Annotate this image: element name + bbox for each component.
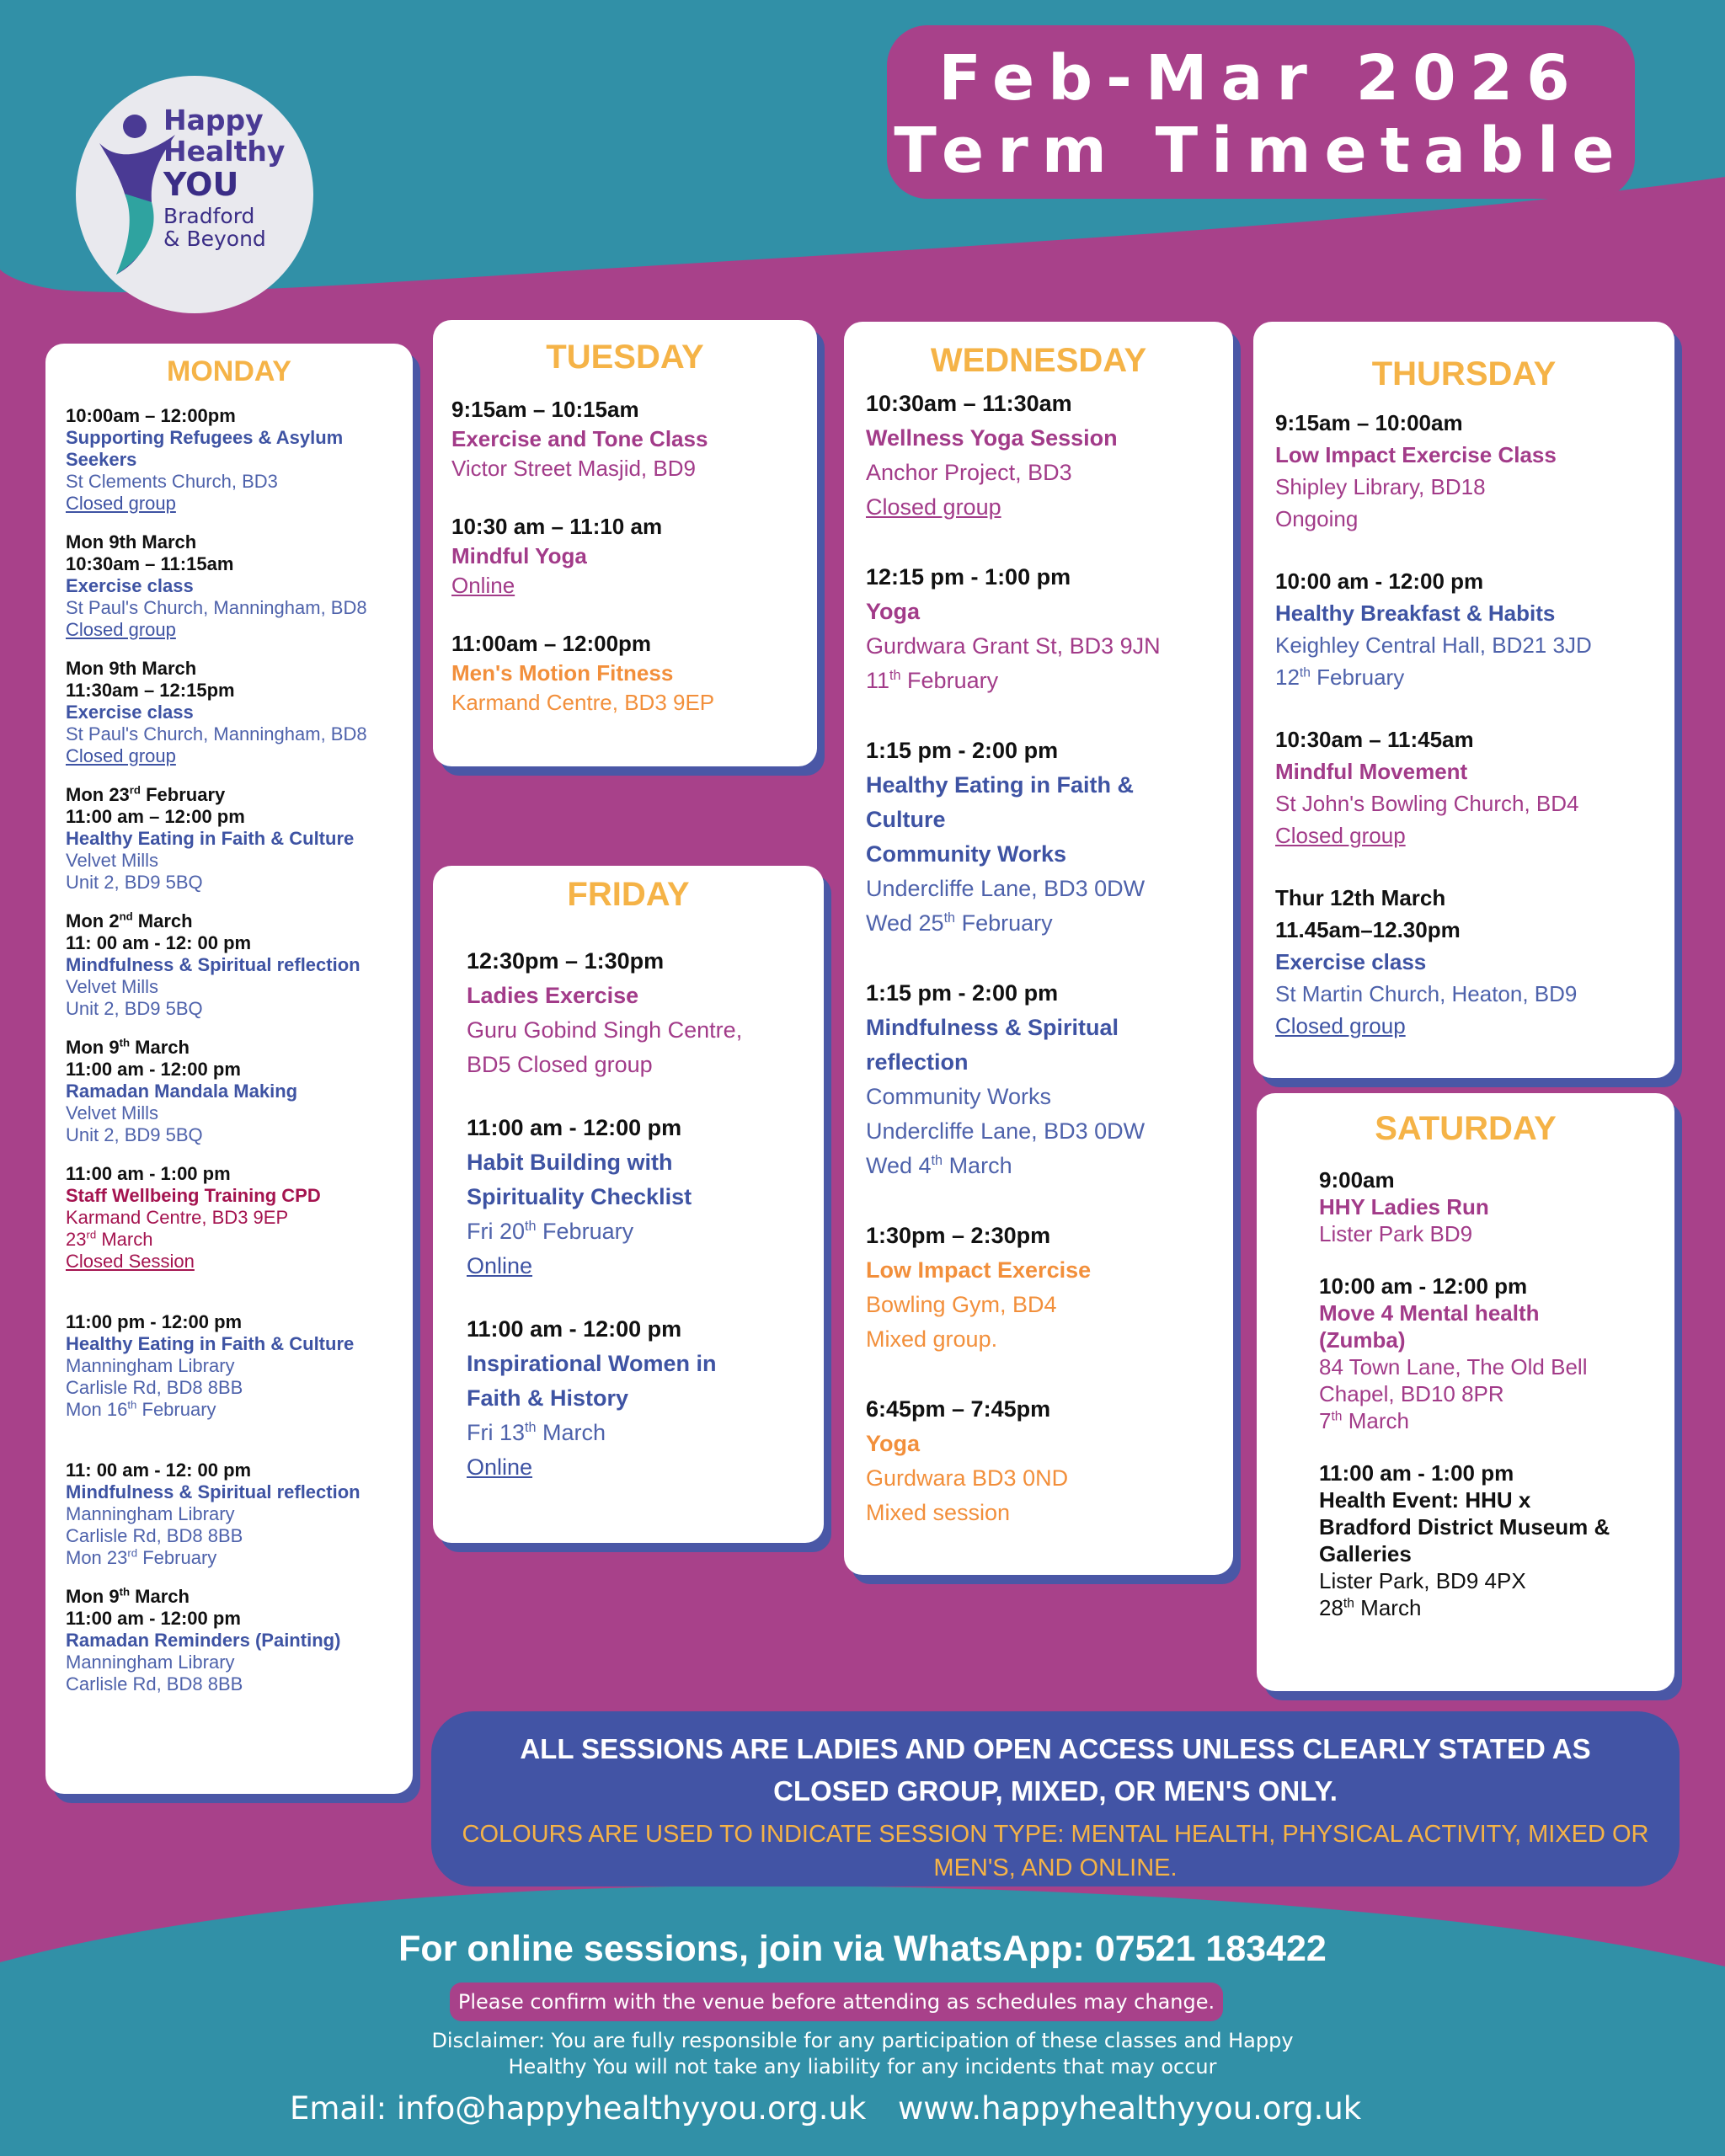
confirm-banner: Please confirm with the venue before attending as schedules may change. bbox=[450, 1983, 1223, 2021]
session-time: 11:00 am - 12:00 pm bbox=[467, 1115, 682, 1140]
session bbox=[1275, 723, 1653, 851]
session-note: Closed Session bbox=[66, 1251, 195, 1272]
session bbox=[451, 512, 798, 600]
session-venue-line2: BD5 Closed group bbox=[467, 1052, 653, 1077]
session-name-line3: Galleries bbox=[1319, 1541, 1412, 1566]
day-heading: TUESDAY bbox=[546, 339, 704, 376]
session-time: 11:30am – 12:15pm bbox=[66, 680, 235, 701]
session-date bbox=[66, 1586, 393, 1608]
session-date bbox=[66, 1547, 393, 1569]
date-month: February bbox=[137, 1547, 217, 1568]
session-date bbox=[1319, 1407, 1649, 1434]
date-month: March bbox=[132, 910, 193, 931]
thursday-card bbox=[1253, 322, 1674, 1078]
date-month: March bbox=[1342, 1408, 1409, 1433]
date-suffix: rd bbox=[86, 1228, 97, 1241]
session-name: Healthy Breakfast & Habits bbox=[1275, 600, 1556, 626]
session-name: Exercise and Tone Class bbox=[451, 426, 708, 451]
date-suffix: th bbox=[525, 1420, 537, 1435]
session-date bbox=[1319, 1594, 1649, 1621]
session-venue: St Paul's Church, Manningham, BD8 bbox=[66, 723, 367, 744]
session-venue: Karmand Centre, BD3 9EP bbox=[66, 1207, 289, 1228]
session-online-link[interactable]: Online bbox=[467, 1253, 533, 1278]
session bbox=[866, 734, 1211, 941]
session-venue: Shipley Library, BD18 bbox=[1275, 474, 1486, 499]
session bbox=[66, 1311, 393, 1421]
session-note: Closed group bbox=[1275, 1013, 1406, 1038]
session-name: Ramadan Mandala Making bbox=[66, 1081, 298, 1102]
session-time: 10:30am – 11:30am bbox=[866, 391, 1072, 416]
session-date bbox=[866, 1149, 1211, 1183]
session-name: Mindful Movement bbox=[1275, 759, 1468, 784]
session-venue-line2: Ongoing bbox=[1275, 506, 1359, 531]
date-month: February bbox=[955, 910, 1053, 936]
session-time: 11:00 am – 12:00 pm bbox=[66, 806, 245, 827]
session-organiser: Community Works bbox=[866, 841, 1067, 867]
title-line-1: Feb-Mar 2026 bbox=[938, 42, 1583, 115]
session-name-line2: Spirituality Checklist bbox=[467, 1184, 692, 1209]
session-venue: Gurdwara Grant St, BD3 9JN bbox=[866, 633, 1161, 659]
session-time: 12:15 pm - 1:00 pm bbox=[866, 564, 1071, 590]
session bbox=[866, 1219, 1211, 1357]
session-venue-line2: Mixed session bbox=[866, 1500, 1011, 1525]
date-suffix: nd bbox=[119, 910, 133, 923]
session bbox=[66, 784, 393, 894]
session-venue-line2: Unit 2, BD9 5BQ bbox=[66, 872, 203, 893]
date-suffix: th bbox=[1343, 1596, 1354, 1611]
day-heading: MONDAY bbox=[167, 355, 291, 387]
date-suffix: th bbox=[525, 1219, 537, 1234]
session bbox=[866, 976, 1211, 1183]
date-text: 7 bbox=[1319, 1408, 1332, 1433]
session-name: Move 4 Mental health bbox=[1319, 1300, 1540, 1326]
date-text: 23 bbox=[66, 1229, 87, 1250]
session-time: 11: 00 am - 12: 00 pm bbox=[66, 1460, 252, 1481]
session-name: Yoga bbox=[866, 1431, 921, 1456]
session bbox=[866, 1392, 1211, 1530]
disclaimer bbox=[337, 2028, 1388, 2080]
session-venue: Lister Park BD9 bbox=[1319, 1221, 1473, 1246]
session-name-line2: (Zumba) bbox=[1319, 1327, 1406, 1353]
session-time: 10:30 am – 11:10 am bbox=[451, 514, 663, 539]
disclaimer-line-2: Healthy You will not take any liability for any incidents that may occur bbox=[508, 2055, 1217, 2079]
session bbox=[451, 395, 798, 483]
session-name: Supporting Refugees & Asylum Seekers bbox=[66, 427, 344, 470]
saturday-card bbox=[1257, 1093, 1674, 1691]
session bbox=[467, 1312, 790, 1485]
logo-word-bradford: Bradford bbox=[163, 204, 255, 228]
session-name: Low Impact Exercise Class bbox=[1275, 442, 1557, 467]
session-date bbox=[467, 1416, 790, 1450]
session-date bbox=[1275, 661, 1653, 693]
session-venue: St Clements Church, BD3 bbox=[66, 471, 278, 492]
session bbox=[1275, 407, 1653, 535]
notice-line-3: COLOURS ARE USED TO INDICATE SESSION TYPE: MENTAL HEALTH, PHYSICAL ACTIVITY, MIXED OR bbox=[462, 1821, 1649, 1848]
email-link[interactable]: Email: info@happyhealthyyou.org.uk bbox=[290, 2090, 867, 2127]
session bbox=[467, 1111, 790, 1283]
date-month: February bbox=[140, 784, 226, 805]
friday-card bbox=[433, 866, 824, 1543]
logo-word-you: YOU bbox=[163, 166, 239, 203]
date-text: Mon 2 bbox=[66, 910, 120, 931]
date-text: Fri 13 bbox=[467, 1420, 526, 1445]
session-name: Habit Building with bbox=[467, 1150, 673, 1175]
session-name: Men's Motion Fitness bbox=[451, 660, 674, 686]
session-online-link[interactable]: Online bbox=[467, 1454, 533, 1480]
session-time: 10:00am – 12:00pm bbox=[66, 405, 236, 426]
logo-word-healthy: Healthy bbox=[163, 135, 286, 168]
session-time: 1:30pm – 2:30pm bbox=[866, 1223, 1051, 1248]
date-text: Wed 25 bbox=[866, 910, 944, 936]
session-date bbox=[866, 906, 1211, 941]
date-suffix: th bbox=[127, 1398, 137, 1412]
monday-card bbox=[45, 344, 413, 1794]
date-month: March bbox=[130, 1586, 190, 1607]
session-venue: Victor Street Masjid, BD9 bbox=[451, 456, 696, 481]
session bbox=[66, 1163, 393, 1273]
session-time: 1:15 pm - 2:00 pm bbox=[866, 738, 1059, 763]
day-heading: THURSDAY bbox=[1371, 355, 1557, 392]
session-venue: Manningham Library bbox=[66, 1652, 235, 1673]
session-name: Inspirational Women in bbox=[467, 1351, 717, 1376]
session-time: 11:00 am - 12:00 pm bbox=[467, 1316, 682, 1342]
session-venue: St Martin Church, Heaton, BD9 bbox=[1275, 981, 1578, 1006]
session-name: Ramadan Reminders (Painting) bbox=[66, 1630, 341, 1651]
session-note: Closed group bbox=[66, 619, 176, 640]
session-date bbox=[66, 784, 393, 806]
session-note: Closed group bbox=[1275, 823, 1406, 848]
session-time: 11:00am – 12:00pm bbox=[451, 631, 652, 656]
session-venue-line2: Carlisle Rd, BD8 8BB bbox=[66, 1673, 243, 1694]
session-name: Mindfulness & Spiritual reflection bbox=[66, 954, 360, 975]
logo-word-beyond: & Beyond bbox=[163, 227, 266, 251]
session-name: Exercise class bbox=[66, 702, 194, 723]
date-text: Mon 16 bbox=[66, 1399, 128, 1420]
session bbox=[1275, 882, 1653, 1042]
session-venue: Karmand Centre, BD3 9EP bbox=[451, 690, 715, 715]
date-text: Mon 23 bbox=[66, 784, 130, 805]
session-name: Ladies Exercise bbox=[467, 983, 639, 1008]
session-time: 11:00 am - 1:00 pm bbox=[1319, 1460, 1514, 1486]
session-venue-line2: Chapel, BD10 8PR bbox=[1319, 1381, 1504, 1406]
session-name-line2: Culture bbox=[866, 807, 946, 832]
logo-word-happy: Happy bbox=[163, 104, 264, 136]
session-venue: Manningham Library bbox=[66, 1503, 235, 1524]
date-month: March bbox=[536, 1420, 606, 1445]
session-venue: Manningham Library bbox=[66, 1355, 235, 1376]
session bbox=[66, 658, 393, 767]
date-text: 28 bbox=[1319, 1595, 1343, 1620]
session-venue: Velvet Mills bbox=[66, 976, 159, 997]
session-name: Low Impact Exercise bbox=[866, 1257, 1092, 1283]
session-time: 11:00 am - 12:00 pm bbox=[66, 1059, 241, 1080]
date-suffix: th bbox=[1331, 1409, 1343, 1424]
session-time: 10:30am – 11:45am bbox=[1275, 727, 1474, 752]
session bbox=[451, 629, 798, 718]
date-suffix: th bbox=[119, 1036, 131, 1049]
session-venue: Gurdwara BD3 0ND bbox=[866, 1465, 1069, 1491]
session-time: 12:30pm – 1:30pm bbox=[467, 948, 665, 974]
session-time: 11.45am–12.30pm bbox=[1275, 917, 1461, 942]
session bbox=[66, 1037, 393, 1146]
session bbox=[866, 387, 1211, 525]
session-name: Health Event: HHU x bbox=[1319, 1487, 1531, 1513]
session bbox=[66, 1586, 393, 1695]
page-title bbox=[887, 25, 1635, 199]
session-name: Healthy Eating in Faith & bbox=[866, 772, 1135, 798]
date-text: Mon 9 bbox=[66, 1037, 120, 1058]
session-venue: St John's Bowling Church, BD4 bbox=[1275, 791, 1579, 816]
session-venue: Velvet Mills bbox=[66, 1102, 159, 1123]
session-time: 1:15 pm - 2:00 pm bbox=[866, 980, 1059, 1006]
date-month: March bbox=[96, 1229, 153, 1250]
date-month: March bbox=[1354, 1595, 1422, 1620]
session-venue-line2: Mixed group. bbox=[866, 1326, 998, 1352]
session-venue: Guru Gobind Singh Centre, bbox=[467, 1017, 743, 1043]
day-heading: FRIDAY bbox=[567, 876, 690, 913]
date-suffix: th bbox=[119, 1585, 131, 1598]
session-time: 10:30am – 11:15am bbox=[66, 553, 234, 574]
session bbox=[66, 910, 393, 1020]
session-date bbox=[467, 1214, 790, 1249]
session-venue: Undercliffe Lane, BD3 0DW bbox=[866, 876, 1146, 901]
date-suffix: th bbox=[889, 668, 901, 683]
notice-line-1: ALL SESSIONS ARE LADIES AND OPEN ACCESS UNLESS CLEARLY STATED AS bbox=[520, 1733, 1591, 1764]
tuesday-card bbox=[433, 320, 817, 766]
session-name-line2: reflection bbox=[866, 1049, 969, 1075]
session bbox=[66, 531, 393, 641]
day-heading: SATURDAY bbox=[1375, 1110, 1557, 1147]
session-date: Mon 9th March bbox=[66, 658, 197, 679]
session-time: 10:00 am - 12:00 pm bbox=[1275, 568, 1484, 594]
logo-text bbox=[163, 106, 307, 251]
session bbox=[1319, 1460, 1649, 1621]
date-suffix: rd bbox=[127, 1546, 138, 1560]
date-month: February bbox=[1310, 664, 1405, 690]
date-month: February bbox=[900, 668, 999, 693]
session-name: Staff Wellbeing Training CPD bbox=[66, 1185, 321, 1206]
session-time: 9:00am bbox=[1319, 1167, 1395, 1193]
session-name: Mindfulness & Spiritual reflection bbox=[66, 1481, 360, 1502]
title-line-2: Term Timetable bbox=[894, 115, 1628, 187]
session-venue: St Paul's Church, Manningham, BD8 bbox=[66, 597, 367, 618]
website-link[interactable]: www.happyhealthyyou.org.uk bbox=[898, 2090, 1362, 2127]
session-time: 10:00 am - 12:00 pm bbox=[1319, 1273, 1528, 1299]
notice-line-2: CLOSED GROUP, MIXED, OR MEN'S ONLY. bbox=[773, 1775, 1338, 1806]
session-name: Mindfulness & Spiritual bbox=[866, 1015, 1119, 1040]
date-text: Fri 20 bbox=[467, 1219, 526, 1244]
session-name: HHY Ladies Run bbox=[1319, 1194, 1489, 1219]
session-time: 9:15am – 10:15am bbox=[451, 397, 639, 422]
session-name: Healthy Eating in Faith & Culture bbox=[66, 1333, 355, 1354]
date-suffix: th bbox=[943, 910, 956, 926]
session-venue: Velvet Mills bbox=[66, 850, 159, 871]
date-text: 12 bbox=[1275, 664, 1300, 690]
disclaimer-line-1: Disclaimer: You are fully responsible for any participation of these classes and Happy bbox=[431, 2029, 1294, 2052]
notice-line-4: MEN'S, AND ONLINE. bbox=[933, 1854, 1178, 1881]
session bbox=[66, 405, 393, 515]
whatsapp-info: For online sessions, join via WhatsApp: 07521 183422 bbox=[398, 1929, 1327, 1969]
session-date bbox=[66, 1229, 393, 1251]
session-venue-line2: Carlisle Rd, BD8 8BB bbox=[66, 1377, 243, 1398]
session bbox=[1319, 1273, 1649, 1434]
session-name: Wellness Yoga Session bbox=[866, 425, 1118, 451]
date-month: February bbox=[536, 1219, 634, 1244]
session-venue: Anchor Project, BD3 bbox=[866, 460, 1072, 485]
session-note: Closed group bbox=[866, 494, 1001, 520]
session-online-link[interactable]: Online bbox=[451, 573, 515, 598]
session-name: Exercise class bbox=[66, 575, 194, 596]
session-time: 9:15am – 10:00am bbox=[1275, 410, 1463, 435]
session-venue-line2: Unit 2, BD9 5BQ bbox=[66, 1124, 203, 1145]
session-date bbox=[66, 910, 393, 932]
session-date bbox=[66, 1037, 393, 1059]
session-time: 6:45pm – 7:45pm bbox=[866, 1396, 1051, 1422]
date-suffix: rd bbox=[129, 783, 141, 797]
session-venue: Community Works bbox=[866, 1084, 1052, 1109]
session-date bbox=[66, 1399, 393, 1421]
session-venue-line2: Unit 2, BD9 5BQ bbox=[66, 998, 203, 1019]
session-name: Exercise class bbox=[1275, 949, 1427, 974]
wednesday-card bbox=[844, 322, 1233, 1575]
access-notice bbox=[431, 1711, 1680, 1886]
session-time: 11:00 am - 12:00 pm bbox=[66, 1608, 241, 1629]
session-venue: 84 Town Lane, The Old Bell bbox=[1319, 1354, 1588, 1380]
session-time: 11:00 pm - 12:00 pm bbox=[66, 1311, 243, 1332]
session-name-line2: Bradford District Museum & bbox=[1319, 1514, 1610, 1540]
session-note: Closed group bbox=[66, 745, 176, 766]
session-date bbox=[866, 664, 1211, 698]
session-name: Mindful Yoga bbox=[451, 543, 587, 568]
session-date: Thur 12th March bbox=[1275, 885, 1446, 910]
session bbox=[866, 560, 1211, 698]
date-month: March bbox=[943, 1153, 1012, 1178]
session-name-line2: Faith & History bbox=[467, 1385, 629, 1411]
date-month: February bbox=[136, 1399, 216, 1420]
session bbox=[66, 1460, 393, 1569]
date-suffix: th bbox=[1299, 665, 1311, 680]
date-month: March bbox=[130, 1037, 190, 1058]
session bbox=[467, 944, 790, 1082]
session-venue: Lister Park, BD9 4PX bbox=[1319, 1568, 1526, 1593]
session-venue-line2: Undercliffe Lane, BD3 0DW bbox=[866, 1118, 1146, 1144]
session-name: Healthy Eating in Faith & Culture bbox=[66, 828, 355, 849]
date-suffix: th bbox=[931, 1153, 943, 1168]
date-text: Wed 4 bbox=[866, 1153, 932, 1178]
session-venue: Keighley Central Hall, BD21 3JD bbox=[1275, 632, 1592, 658]
session-name: Yoga bbox=[866, 599, 921, 624]
session-date: Mon 9th March bbox=[66, 531, 197, 552]
day-heading: WEDNESDAY bbox=[930, 342, 1147, 379]
logo bbox=[76, 76, 313, 313]
session bbox=[1275, 565, 1653, 693]
date-text: 11 bbox=[866, 668, 890, 693]
session-note: Closed group bbox=[66, 493, 176, 514]
footer bbox=[0, 1912, 1725, 2156]
session-venue-line2: Carlisle Rd, BD8 8BB bbox=[66, 1525, 243, 1546]
session-venue: Bowling Gym, BD4 bbox=[866, 1292, 1057, 1317]
date-text: Mon 9 bbox=[66, 1586, 120, 1607]
session-time: 11:00 am - 1:00 pm bbox=[66, 1163, 231, 1184]
session-time: 11: 00 am - 12: 00 pm bbox=[66, 932, 252, 953]
session bbox=[1319, 1166, 1649, 1247]
date-text: Mon 23 bbox=[66, 1547, 128, 1568]
